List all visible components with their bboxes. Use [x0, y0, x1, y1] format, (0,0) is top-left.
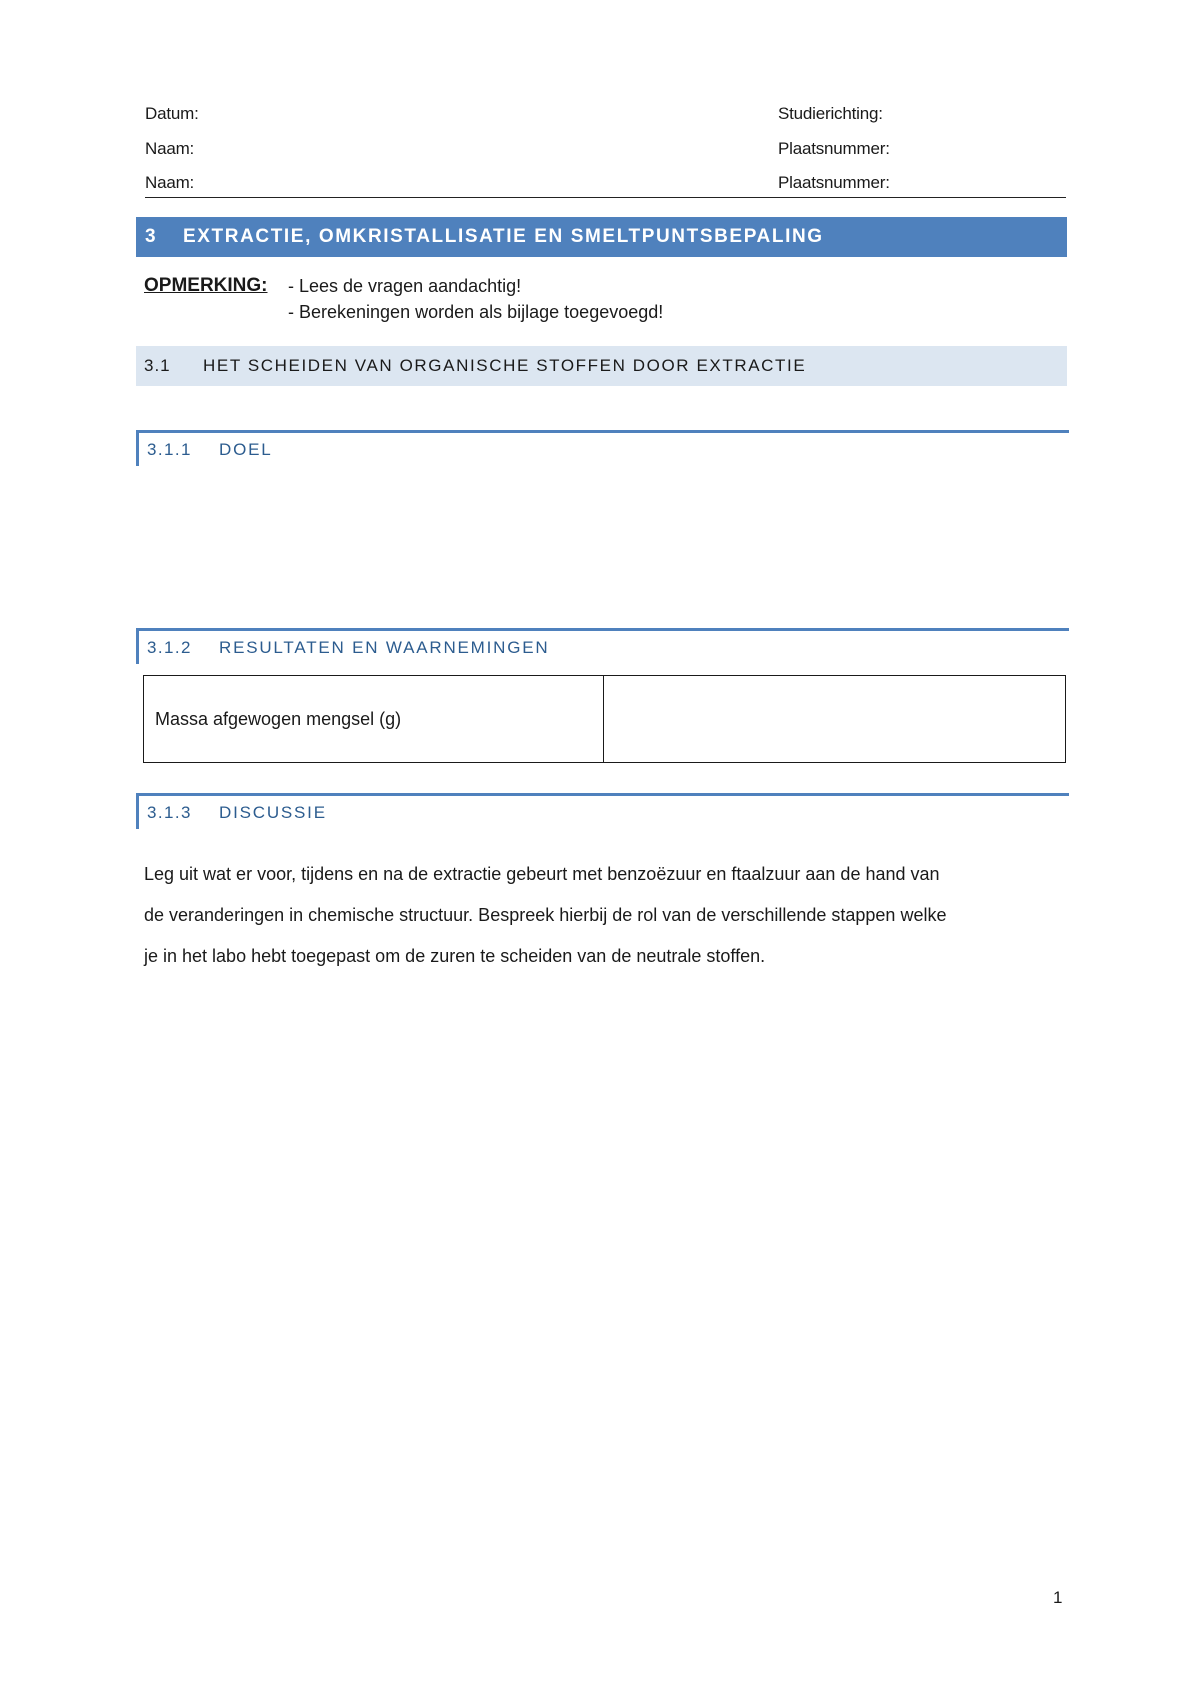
- remark-line-1: - Lees de vragen aandachtig!: [288, 276, 522, 296]
- results-table: [143, 675, 1066, 763]
- subsection-title: DISCUSSIE: [219, 802, 327, 822]
- mass-label-cell: Massa afgewogen mengsel (g): [144, 676, 604, 763]
- study-direction-label: Studierichting:: [778, 104, 883, 123]
- chapter-number: 3: [145, 226, 156, 247]
- seat-number-label-1: Plaatsnummer:: [778, 139, 890, 158]
- name-label-1: Naam:: [145, 139, 195, 158]
- subsection-heading-doel: [136, 430, 1069, 466]
- discussion-line: je in het labo hebt toegepast om de zuren te scheiden van de neutrale stoffen.: [144, 946, 766, 966]
- section-title: HET SCHEIDEN VAN ORGANISCHE STOFFEN DOOR EXTRACTIE: [203, 356, 807, 375]
- subsection-title: RESULTATEN EN WAARNEMINGEN: [219, 637, 550, 657]
- header-divider: [145, 197, 1066, 198]
- section-heading: [136, 346, 1067, 386]
- seat-number-label-2: Plaatsnummer:: [778, 173, 890, 192]
- subsection-heading-discussion: [136, 793, 1069, 829]
- subsection-number: 3.1.2: [147, 637, 192, 657]
- chapter-title: EXTRACTIE, OMKRISTALLISATIE EN SMELTPUNTSBEPALING: [183, 226, 824, 247]
- subsection-number: 3.1.3: [147, 802, 192, 822]
- remark-line-2: - Berekeningen worden als bijlage toegevoegd!: [288, 302, 664, 322]
- name-label-2: Naam:: [145, 173, 195, 192]
- subsection-number: 3.1.1: [147, 439, 192, 459]
- mass-value-cell[interactable]: [604, 676, 1066, 763]
- discussion-line: de veranderingen in chemische structuur. Bespreek hierbij de rol van de verschillende stappen welke: [144, 905, 947, 925]
- discussion-line: Leg uit wat er voor, tijdens en na de extractie gebeurt met benzoëzuur en ftaalzuur aan de hand van: [144, 864, 940, 884]
- table-row: [144, 676, 1066, 763]
- subsection-title: DOEL: [219, 439, 273, 459]
- remark-label: OPMERKING:: [144, 275, 268, 296]
- subsection-heading-results: [136, 628, 1069, 664]
- date-label: Datum:: [145, 104, 199, 123]
- section-number: 3.1: [144, 356, 171, 375]
- discussion-paragraph: [144, 854, 1069, 977]
- chapter-heading: [136, 217, 1067, 257]
- page-number: 1: [1053, 1588, 1063, 1607]
